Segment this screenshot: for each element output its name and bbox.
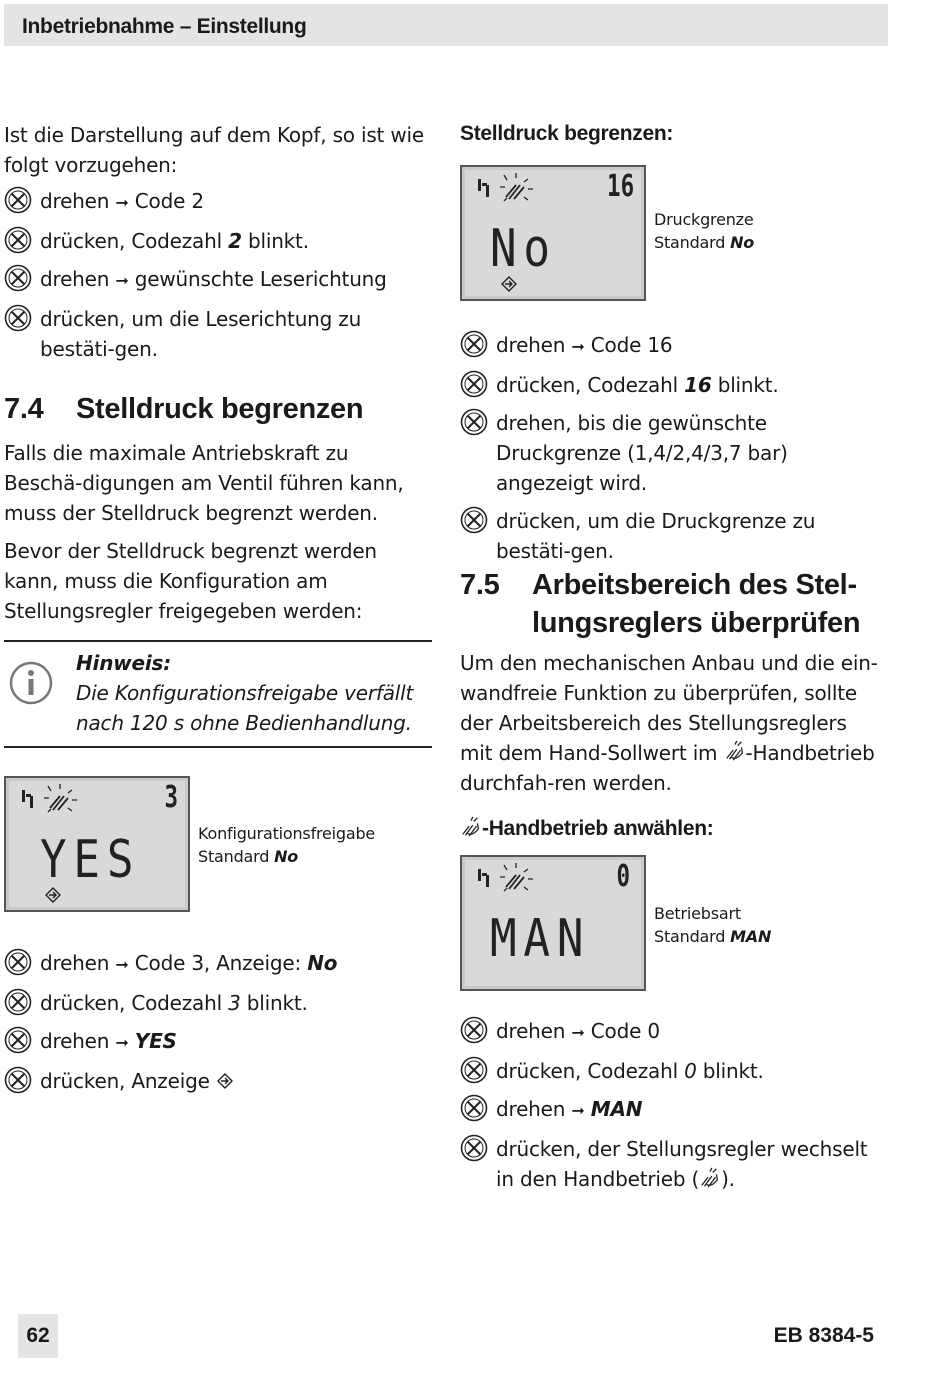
lcd-status-icon [20,782,90,816]
rotary-knob-icon [4,948,32,976]
rotary-knob-icon [4,226,32,254]
rotary-knob-icon [460,370,488,398]
pressure-step-1: drehen ➞ Code 16 [460,330,884,362]
page-number: 62 [18,1314,58,1358]
mode-step-3: drehen ➞ MAN [460,1094,884,1126]
lcd-code: 16 [606,169,634,204]
rotary-knob-icon [460,408,488,436]
hand-mode-icon [724,740,746,762]
lcd-main-value: No [490,219,557,279]
intro-text: Ist die Darstellung auf dem Kopf, so ist wie folgt vorzugehen: [4,123,424,177]
rotary-knob-icon [460,1094,488,1122]
intro-step-2: drücken, Codezahl 2 blinkt. [4,226,432,256]
lcd-main-value: YES [40,830,141,890]
mode-steps [460,1016,884,1202]
note-label: Hinweis: [76,651,172,675]
diamond-arrow-icon [216,1072,234,1090]
config-step-4: drücken, Anzeige [4,1066,432,1096]
left-column [4,120,432,626]
lcd-caption-config: Konfigurationsfreigabe Standard No [198,824,376,866]
hand-mode-icon [699,1167,721,1189]
config-step-3: drehen ➞ YES [4,1026,432,1058]
rotary-knob-icon [4,186,32,214]
subhead-handbetrieb: -Handbetrieb anwählen: [460,816,713,841]
intro-step-3: drehen ➞ gewünschte Leserichtung [4,264,432,296]
note-text: Die Konfigurationsfreigabe verfällt nach 120 s ohne Bedienhandlung. [76,681,414,735]
header-bar [4,4,888,46]
pressure-step-4: drücken, um die Druckgrenze zu bestäti-gen. [460,506,884,566]
lcd-status-icon [476,861,546,895]
rotary-knob-icon [460,1056,488,1084]
lcd-caption-pressure: Druckgrenze Standard No [654,210,755,252]
lcd-display-pressure [460,165,646,301]
mode-step-4: drücken, der Stellungsregler wechselt in den Handbetrieb ( ). [460,1134,884,1194]
rotary-knob-icon [460,1016,488,1044]
header-title: Inbetriebnahme – Einstellung [22,15,307,38]
note-box [76,648,426,738]
diamond-arrow-icon [500,275,518,293]
pressure-step-3: drehen, bis die gewünschte Druckgrenze (1,4/2,4/3,7 bar) angezeigt wird. [460,408,884,498]
section-7-4-title: 7.4 Stelldruck begrenzen [4,393,364,425]
section-7-4-para2: Bevor der Stelldruck begrenzt werden kann, muss die Konfiguration am Stellungsregler freigegeben werden: [4,539,377,623]
rotary-knob-icon [460,506,488,534]
lcd-status-icon [476,171,546,205]
section-7-4-para1: Falls die maximale Antriebskraft zu Beschä-digungen am Ventil führen kann, muss der Stelldruck begrenzt werden. [4,441,404,525]
diamond-arrow-icon [44,886,62,904]
subhead-stelldruck: Stelldruck begrenzen: [460,122,674,145]
rotary-knob-icon [4,264,32,292]
rotary-knob-icon [4,1026,32,1054]
lcd-main-value: MAN [490,909,591,969]
rotary-knob-icon [4,988,32,1016]
config-steps [4,948,432,1104]
rotary-knob-icon [460,330,488,358]
rotary-knob-icon [4,304,32,332]
config-step-1: drehen ➞ Code 3, Anzeige: No [4,948,432,980]
section-7-5-title: 7.5 Arbeitsbereich des Stel- lungsreglers überprüfen [460,569,861,639]
intro-step-4: drücken, um die Leserichtung zu bestäti-gen. [4,304,432,364]
lcd-caption-mode: Betriebsart Standard MAN [654,904,772,946]
intro-steps [4,186,432,364]
mode-step-2: drücken, Codezahl 0 blinkt. [460,1056,884,1086]
lcd-display-config [4,776,190,912]
config-step-2: drücken, Codezahl 3 blinkt. [4,988,432,1018]
hand-mode-icon [460,816,482,838]
rotary-knob-icon [460,1134,488,1162]
note-divider-bottom [4,746,432,748]
pressure-steps [460,330,884,574]
lcd-display-mode [460,855,646,991]
mode-step-1: drehen ➞ Code 0 [460,1016,884,1048]
rotary-knob-icon [4,1066,32,1094]
info-icon [8,660,54,710]
pressure-step-2: drücken, Codezahl 16 blinkt. [460,370,884,400]
lcd-code: 0 [616,859,630,894]
document-id: EB 8384-5 [773,1324,874,1347]
section-7-5-para: Um den mechanischen Anbau und die ein-wandfreie Funktion zu überprüfen, sollte der Arbeitsbereich des Stellungsreglers mit dem Hand-Sollwert im -Handbetrieb durchfah-ren werden. [460,651,878,795]
intro-step-1: drehen ➞ Code 2 [4,186,432,218]
note-divider-top [4,640,432,642]
lcd-code: 3 [164,780,178,815]
